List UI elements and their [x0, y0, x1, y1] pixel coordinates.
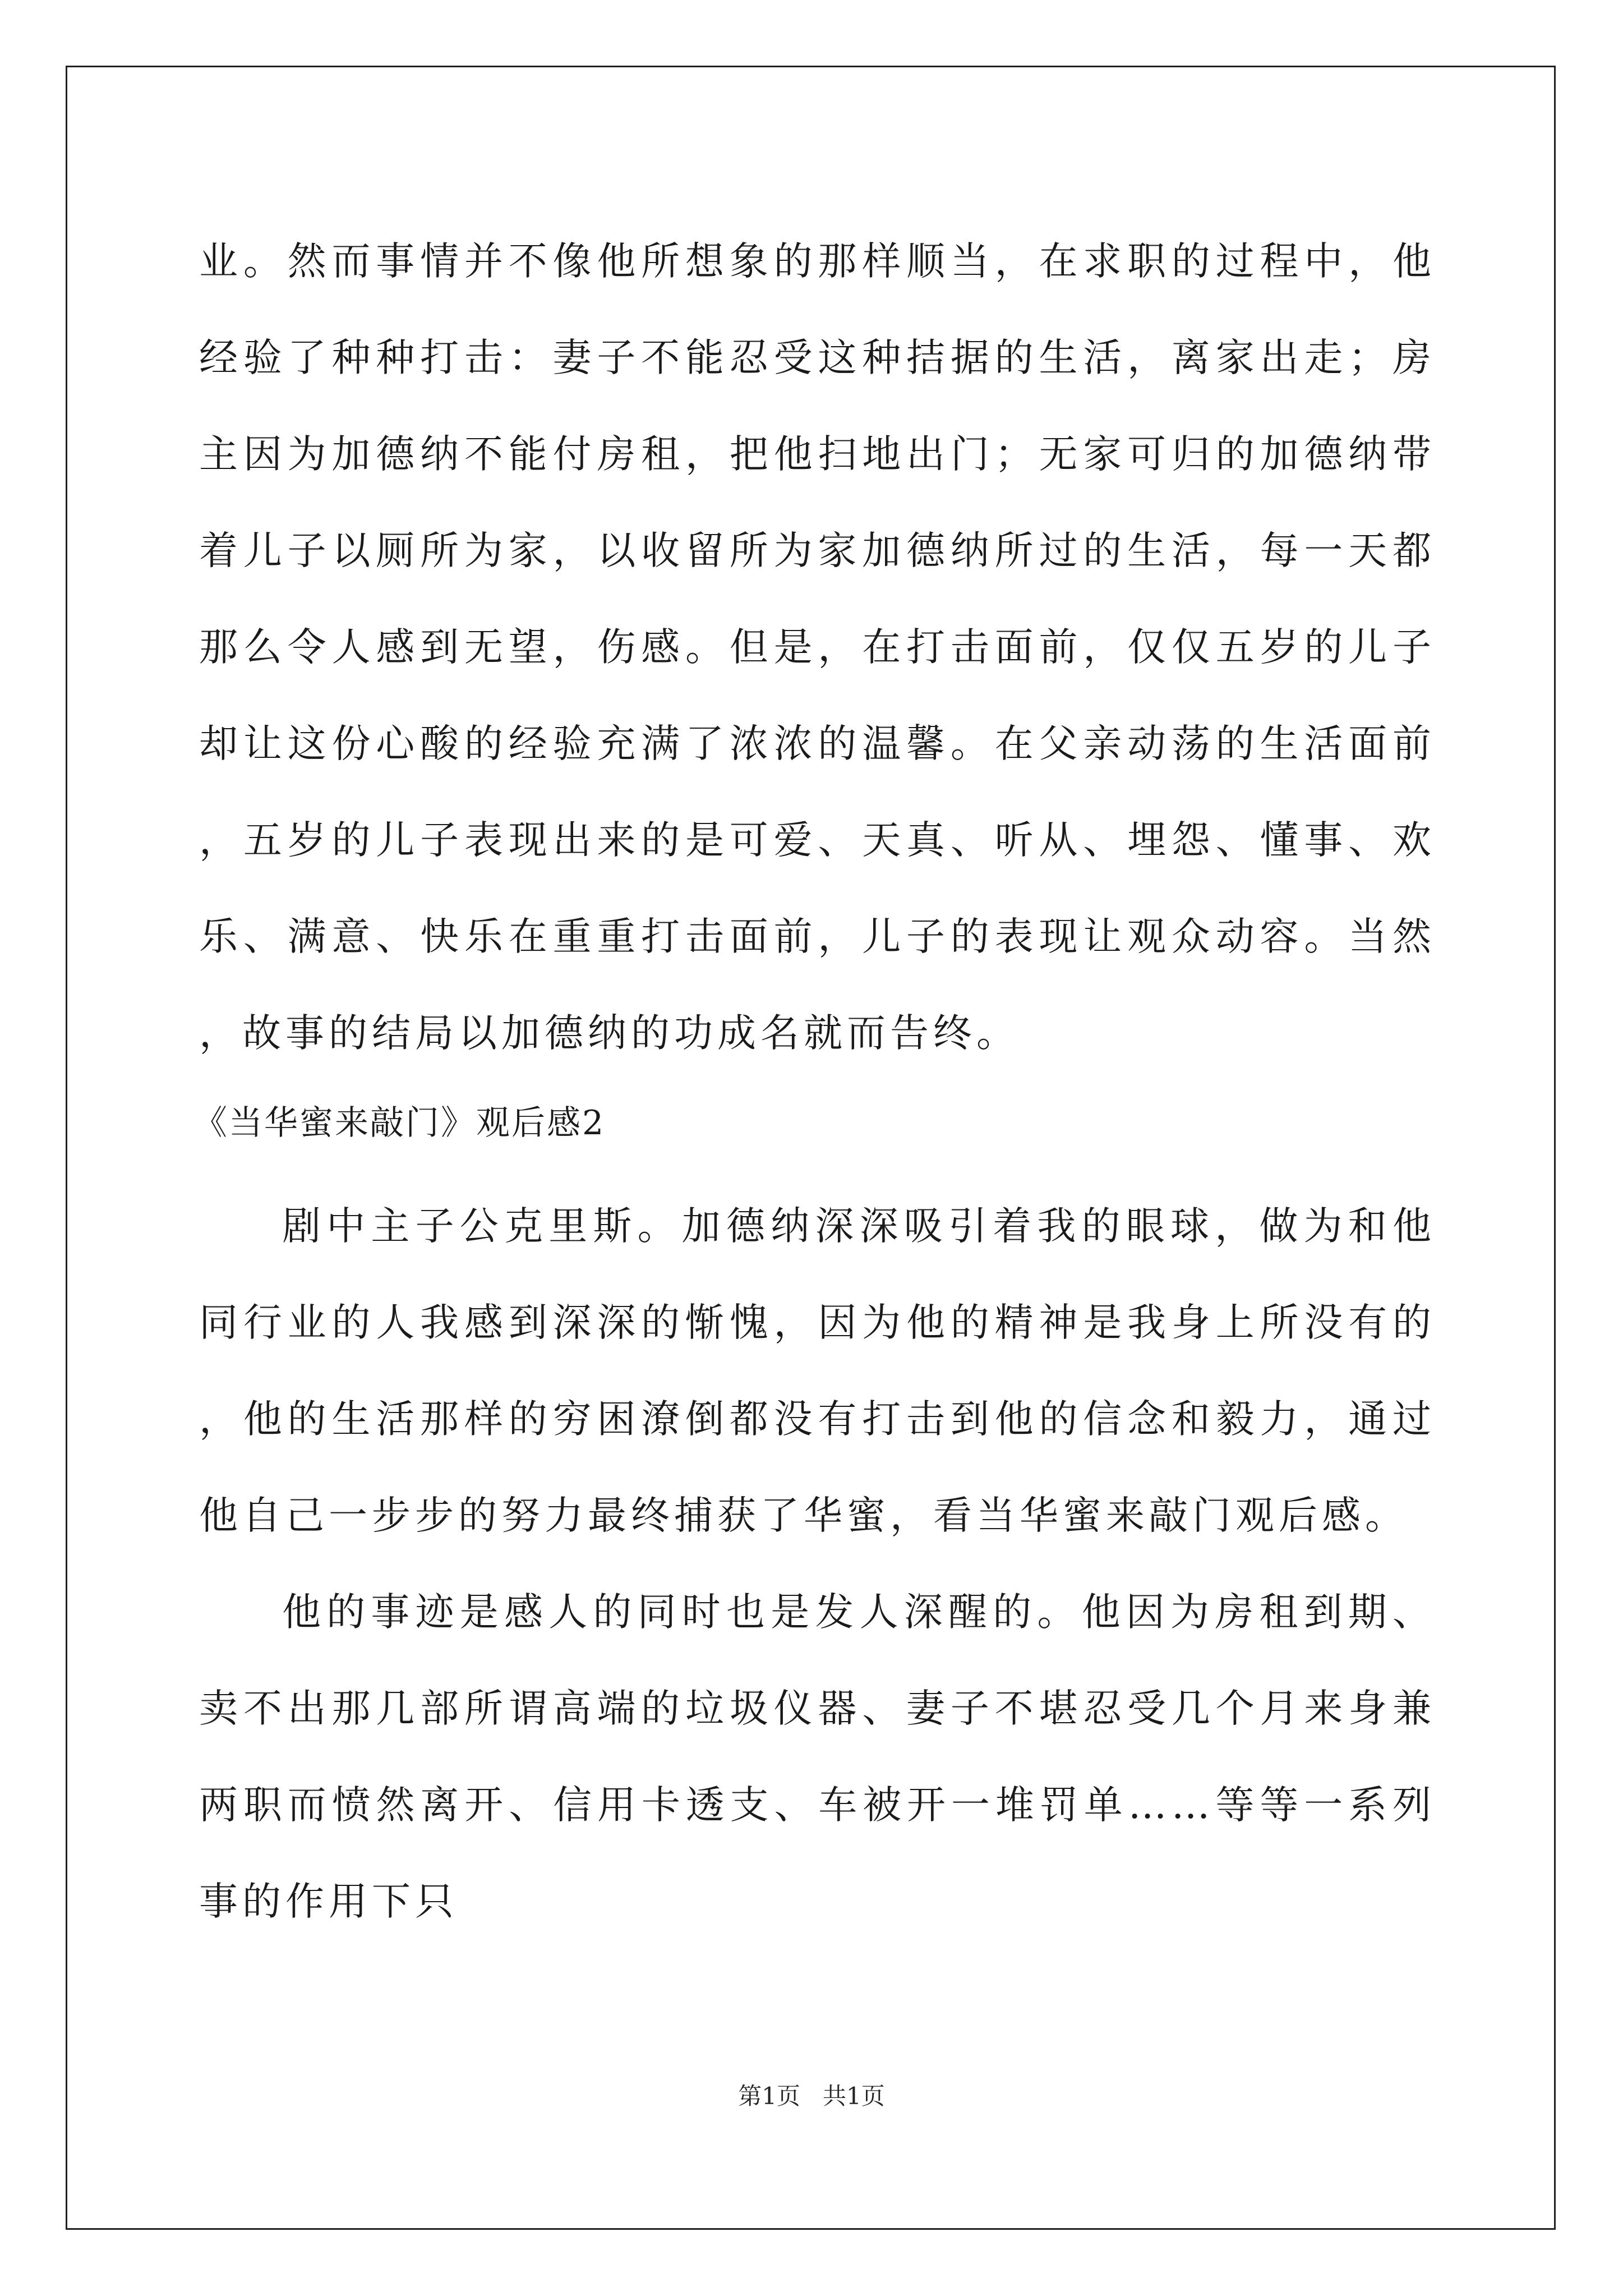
paragraph: 他的事迹是感人的同时也是发人深醒的。他因为房租到期、卖不出那几部所谓高端的垃圾仪器、妻子不堪忍受几个月来身兼两职而愤然离开、信用卡透支、车被开一堆罚单……等等一系列事的作用下只: [199, 1590, 1436, 1924]
section-title: 《当华蜜来敲门》观后感2: [193, 1103, 606, 1143]
paragraph: 剧中主子公克里斯。加德纳深深吸引着我的眼球，做为和他同行业的人我感到深深的惭愧，因为他的精神是我身上所没有的，他的生活那样的穷困潦倒都没有打击到他的信念和毅力，通过他自己一步步的努力最终捕获了华蜜，看当华蜜来敲门观后感。: [199, 1204, 1436, 1538]
document-body: [193, 213, 1436, 1950]
paragraph: 业。然而事情并不像他所想象的那样顺当，在求职的过程中，他经验了种种打击：妻子不能忍受这种拮据的生活，离家出走；房主因为加德纳不能付房租，把他扫地出门；无家可归的加德纳带着儿子以厕所为家，以收留所为家加德纳所过的生活，每一天都那么令人感到无望，伤感。但是，在打击面前，仅仅五岁的儿子却让这份心酸的经验充满了浓浓的温馨。在父亲动荡的生活面前，五岁的儿子表现出来的是可爱、天真、听从、埋怨、懂事、欢乐、满意、快乐在重重打击面前，儿子的表现让观众动容。当然，故事的结局以加德纳的功成名就而告终。: [199, 239, 1436, 1056]
page-total: 共1页: [823, 2082, 885, 2110]
page-number: 第1页: [738, 2082, 800, 2110]
page-footer: [0, 2082, 1623, 2110]
